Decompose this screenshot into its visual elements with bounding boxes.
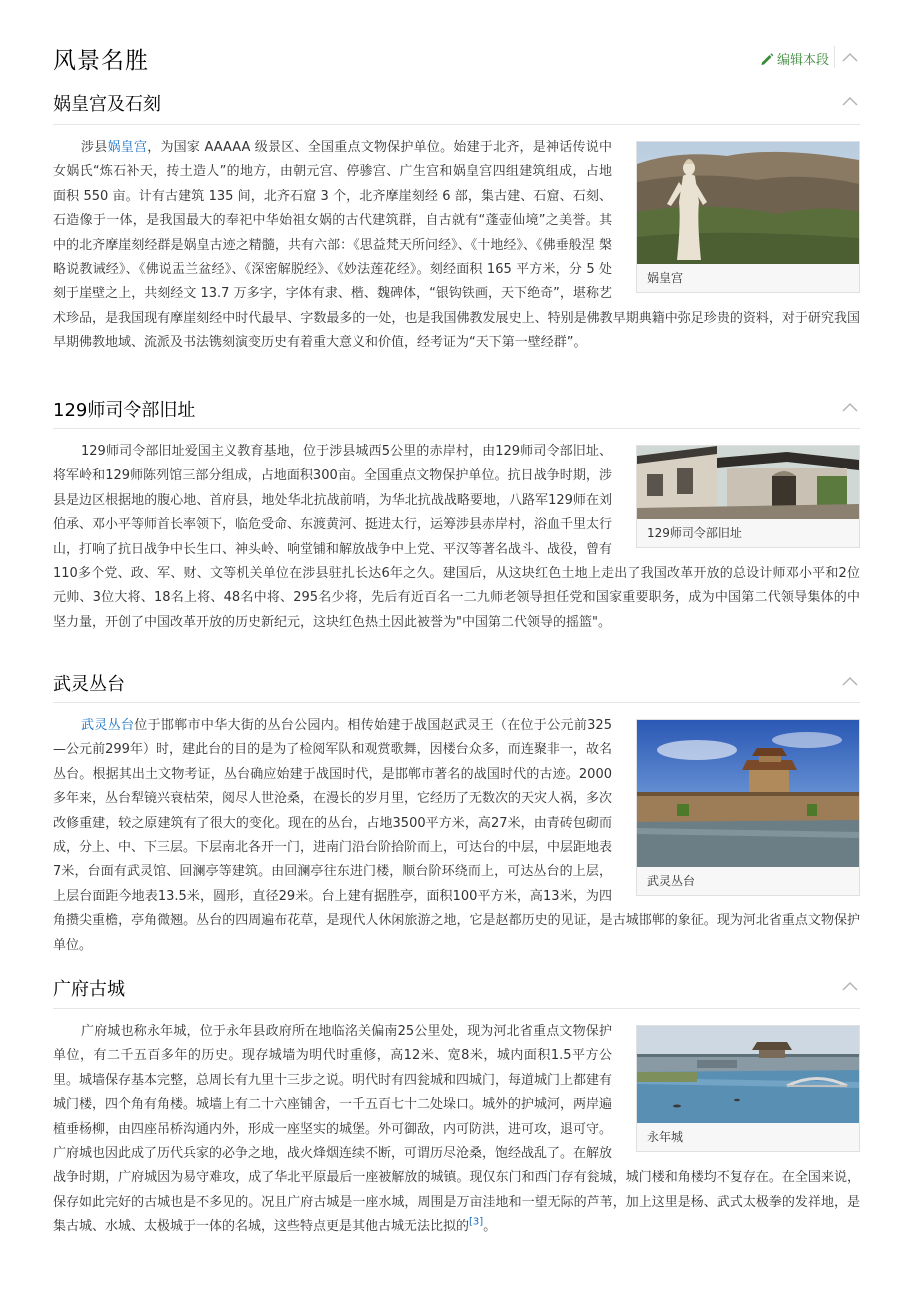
reference-link[interactable]: [3] bbox=[469, 1216, 484, 1228]
section-title-guangfu-city: 广府古城 bbox=[53, 979, 125, 1000]
wuling-congtai-photo[interactable] bbox=[637, 720, 859, 867]
section-title-wahuanggong: 娲皇宫及石刻 bbox=[53, 94, 161, 115]
wahuanggong-photo[interactable] bbox=[637, 142, 859, 264]
body-text: 涉县 bbox=[81, 140, 108, 155]
section-divider bbox=[53, 428, 860, 429]
pencil-icon bbox=[760, 52, 774, 66]
figure-caption: 武灵丛台 bbox=[647, 874, 696, 888]
body-text: ，为国家 AAAAA 级景区、全国重点文物保护单位。始建于北齐，是神话传说中女娲氏“炼石补天，抟土造人”的地方，由朝元宫、停骖宫、广生宫和娲皇宫四组建筑组成，占地面积 550 亩。计有古建筑 135 间，北齐石窟 3 个，北齐摩崖刻经 6 部，集古建、石窟、石刻、石造像于一体，是我国最大的奉祀中华始祖女娲的古代建筑群，自古就有“蓬壶仙境”之美誉。其中的北齐摩崖刻经群是娲皇古迹之精髓，共有六部：《思益梵天所问经》、《十地经》、《佛垂般涅 槃 略说教诫经》、《佛说盂兰盆经》、《深密解脱经》、《妙法莲花经》。刻经面积 165 平方米，分 5 处刻于崖壁之上，共刻经文 13.7 万多字，字体有隶、楷、魏碑体，“银钩铁画，天下绝奇”，堪称艺术珍品，是我国现有摩崖刻经中时代最早、字数最多的一处，也是我国佛教发展史上、特别是佛教早期典籍中弥足珍贵的资料，对于研究我国早期佛教地域、流派及书法镌刻演变历史有着重大意义和价值，经考证为“天下第一壁经群”。 bbox=[53, 140, 860, 351]
figure-caption: 永年城 bbox=[647, 1130, 684, 1144]
wuling-congtai-link[interactable]: 武灵丛台 bbox=[81, 718, 135, 733]
wahuanggong-link[interactable]: 娲皇宫 bbox=[107, 140, 148, 155]
chevron-up-icon[interactable] bbox=[842, 676, 858, 686]
figure-wahuanggong[interactable] bbox=[636, 141, 860, 293]
129-division-photo[interactable] bbox=[637, 446, 859, 519]
section-body-129-division bbox=[53, 440, 860, 635]
header-divider bbox=[834, 46, 835, 68]
section-body-wuling-congtai bbox=[53, 714, 860, 958]
section-body-wahuanggong bbox=[53, 136, 860, 356]
page-title: 风景名胜 bbox=[53, 48, 149, 74]
chevron-up-icon[interactable] bbox=[842, 52, 858, 62]
edit-section-button[interactable] bbox=[760, 49, 829, 68]
guangfu-city-photo[interactable] bbox=[637, 1026, 859, 1123]
section-title-129-division: 129师司令部旧址 bbox=[53, 400, 196, 421]
edit-section-label: 编辑本段 bbox=[777, 53, 830, 68]
figure-129-division[interactable] bbox=[636, 445, 860, 548]
body-text-end: 。 bbox=[483, 1219, 497, 1235]
chevron-up-icon[interactable] bbox=[842, 981, 858, 991]
section-divider bbox=[53, 124, 860, 125]
section-divider bbox=[53, 702, 860, 703]
section-title-wuling-congtai: 武灵丛台 bbox=[53, 674, 125, 695]
figure-guangfu-city[interactable] bbox=[636, 1025, 860, 1152]
figure-caption: 娲皇宫 bbox=[647, 271, 684, 285]
chevron-up-icon[interactable] bbox=[842, 96, 858, 106]
body-text: 广府城也称永年城，位于永年县政府所在地临洺关偏南25公里处，现为河北省重点文物保护单位，有二千五百多年的历史。现存城墙为明代时重修，高12米、宽8米，城内面积1.5平方公里。城墙保存基本完整，总周长有九里十三步之说。明代时有四瓮城和四城门，每道城门上都建有城门楼，四个角有角楼。城墙上有二十六座铺舍，一千五百七十二处垛口。城外的护城河，两岸遍植垂杨柳，由四座吊桥沟通内外，形成一座坚实的城堡。外可御敌，内可防洪，进可攻，退可守。广府城也因此成了历代兵家的必争之地，战火烽烟连续不断，可谓历尽沧桑，饱经战乱了。在解放战争时期，广府城因为易守难攻，成了华北平原最后一座被解放的城镇。现仅东门和西门存有瓮城，城门楼和角楼均不复存在。在全国来说，保存如此完好的古城也是不多见的。况且广府古城是一座水城，周围是万亩洼地和一望无际的芦苇，加上这里是杨、武式太极拳的发祥地，是集古城、水城、太极城于一体的名城，这些特点更是其他古城无法比拟的 bbox=[53, 1024, 860, 1235]
body-text: 129师司令部旧址爱国主义教育基地，位于涉县城西5公里的赤岸村，由129师司令部旧址、将军岭和129师陈列馆三部分组成，占地面积300亩。全国重点文物保护单位。抗日战争时期，涉县是边区根据地的腹心地、首府县，地处华北抗战前哨，为华北抗战战略要地，八路军129师在刘伯承、邓小平等师首长率领下，临危受命、东渡黄河、挺进太行，运筹涉县赤岸村，浴血千里太行山，打响了抗日战争中长生口、神头岭、响堂铺和解放战争中上党、平汉等著名战斗、战役，曾有110多个党、政、军、财、文等机关单位在涉县驻扎长达6年之久。建国后，从这块红色土地上走出了我国改革开放的总设计师邓小平和2位元帅、3位大将、18名上将、48名中将、295名少将，先后有近百名一二九师老领导担任党和国家重要职务，成为中国第二代领导集体的中坚力量，开创了中国改革开放的历史新纪元，这块红色热土因此被誉为"中国第二代领导的摇篮"。 bbox=[53, 444, 860, 630]
section-divider bbox=[53, 1008, 860, 1009]
chevron-up-icon[interactable] bbox=[842, 402, 858, 412]
body-text: 位于邯郸市中华大街的丛台公园内。相传始建于战国赵武灵王（在位于公元前325—公元前299年）时，建此台的目的是为了检阅军队和观赏歌舞，因楼台众多，而连聚非一，故名丛台。根据其出土文物考证，丛台确应始建于战国时代，是邯郸市著名的战国时代的古迹。2000多年来，丛台犁镜兴衰枯荣，阅尽人世沧桑，在漫长的岁月里，它经历了无数次的天灾人祸，多次改修重建，较之原建筑有了很大的变化。现在的丛台，占地3500平方米，高27米，由青砖包砌而成，分上、中、下三层。下层南北各开一门，进南门沿台阶拾阶而上，可达台的中层，中层距地表7米，台面有武灵馆、回澜亭等建筑。由回澜亭往东进门楼，顺台阶环绕而上，可达丛台的上层，上层台面距今地表13.5米，圆形，直径29米。台上建有据胜亭，面积100平方米，高13米，为四角攒尖重檐，亭角微翘。丛台的四周遍布花草，是现代人休闲旅游之地，它是赵都历史的见证，是古城邯郸的象征。现为河北省重点文物保护单位。 bbox=[53, 718, 860, 953]
section-body-guangfu-city bbox=[53, 1020, 860, 1240]
figure-wuling-congtai[interactable] bbox=[636, 719, 860, 896]
figure-caption: 129师司令部旧址 bbox=[647, 526, 742, 540]
